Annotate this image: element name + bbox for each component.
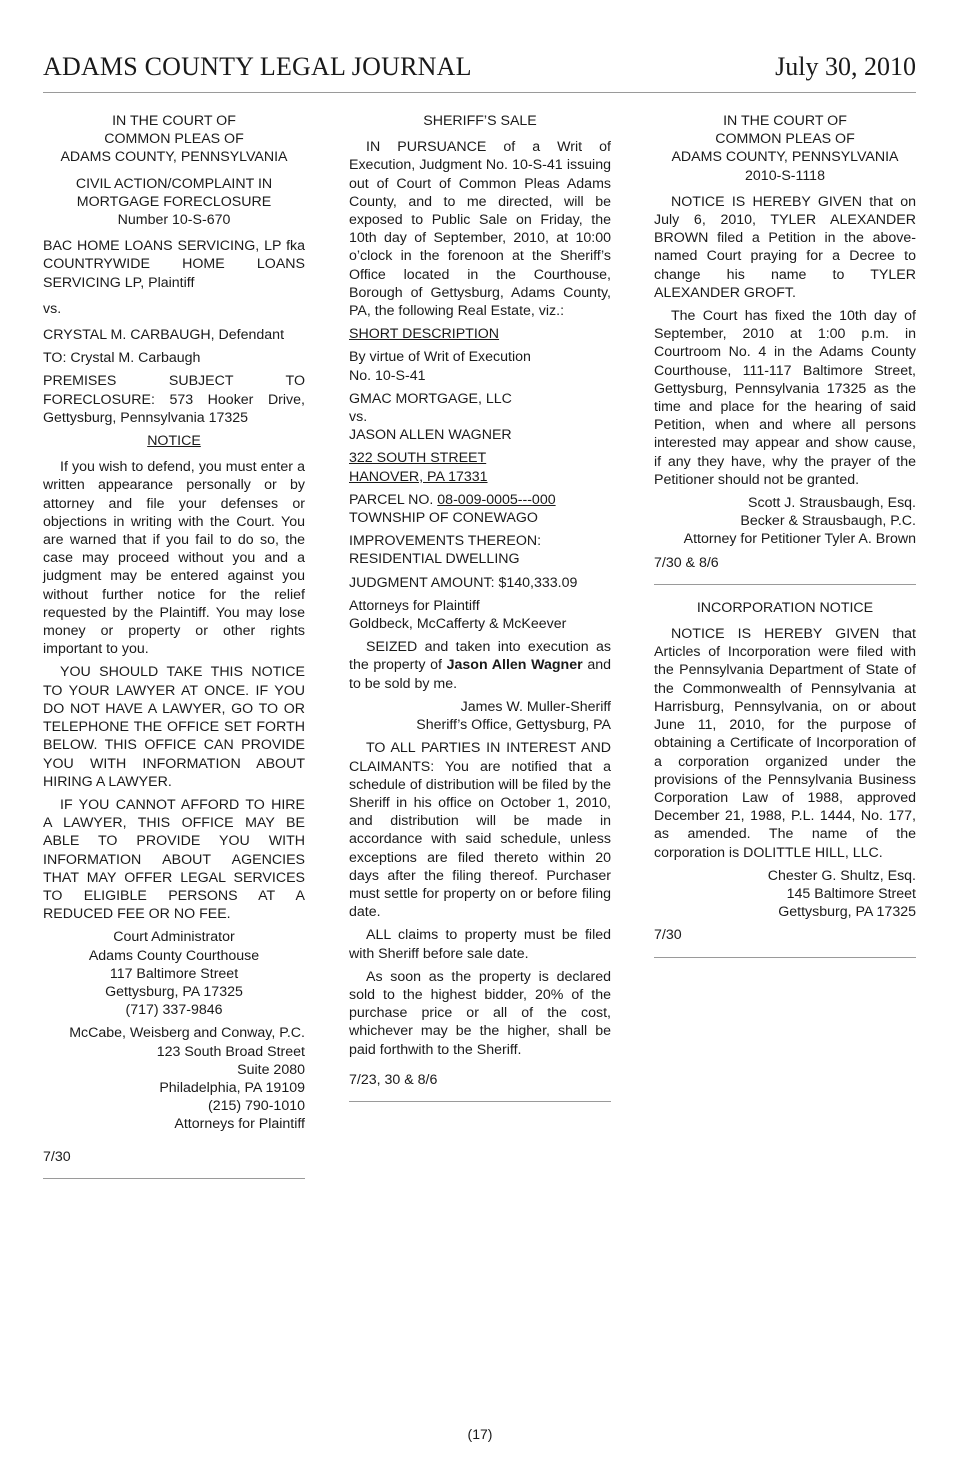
parcel-line: PARCEL NO. 08-009-0005---000 TOWNSHIP OF CONEWAGO bbox=[349, 491, 556, 527]
court-caption: IN THE COURT OF COMMON PLEAS OF ADAMS COUNTY, PENNSYLVANIA bbox=[60, 113, 288, 166]
section-divider bbox=[654, 584, 916, 585]
defendant-line: CRYSTAL M. CARBAUGH, Defendant bbox=[43, 327, 285, 344]
claims-paragraph: ALL claims to property must be filed with Sheriff before sale date. bbox=[349, 927, 611, 962]
issue-date: July 30, 2010 bbox=[775, 52, 916, 81]
court-administrator-address: Court Administrator Adams County Courthouse 117 Baltimore Street Gettysburg, PA 17325 (717) 337-9846 bbox=[88, 929, 260, 1019]
publication-dates: 7/30 bbox=[43, 1148, 71, 1165]
versus-line: vs. bbox=[43, 300, 62, 317]
notice-paragraph: If you wish to defend, you must enter a written appearance personally or by attorney and file your defenses or objections in writing with the Court. You are warned that if you fail to do so, the case may proceed without you and a judgment may be entered against you without further notice for the relief requested by the Plaintiff. You may lose money or property or other rights important to you. bbox=[43, 459, 305, 658]
claimants-paragraph: TO ALL PARTIES IN INTEREST AND CLAIMANTS: You are notified that a schedule of distribution will be filed by the Sheriff in his office on October 1, 2010, and distribution will be made in accordance with said schedule, unless exceptions are filed thereto within 20 days after the filing thereof. Purchaser must settle for property on or before filing date. bbox=[349, 740, 611, 921]
court-caption: IN THE COURT OF COMMON PLEAS OF ADAMS COUNTY, PENNSYLVANIA 2010-S-1118 bbox=[671, 113, 899, 184]
sheriff-signature: James W. Muller-Sheriff Sheriff’s Office, Gettysburg, PA bbox=[416, 698, 611, 734]
incorporation-heading: INCORPORATION NOTICE bbox=[696, 599, 874, 616]
property-address: 322 SOUTH STREET HANOVER, PA 17331 bbox=[349, 450, 488, 485]
short-description-heading: SHORT DESCRIPTION bbox=[349, 326, 500, 343]
publication-dates: 7/30 bbox=[654, 927, 682, 944]
publication-dates: 7/30 & 8/6 bbox=[654, 554, 719, 571]
improvements-line: IMPROVEMENTS THEREON: RESIDENTIAL DWELLING bbox=[349, 533, 542, 568]
hearing-paragraph: The Court has fixed the 10th day of September, 2010 at 1:00 p.m. in Courtroom No. 4 in the Adams County Courthouse, 111-117 Baltimore Street, Gettysburg, Pennsylvania 17325 as the time and place for the hearing of said Petition, when and where all persons interested may appear and show cause, if any they have, why the prayer of the Petitioner should not be granted. bbox=[654, 308, 916, 488]
sheriff-sale-heading: SHERIFF’S SALE bbox=[423, 113, 537, 129]
writ-line: By virtue of Writ of Execution No. 10-S-41 bbox=[349, 349, 531, 384]
journal-title: ADAMS COUNTY LEGAL JOURNAL bbox=[43, 52, 472, 81]
plaintiff-line: BAC HOME LOANS SERVICING, LP fka COUNTRYWIDE HOME LOANS SERVICING LP, Plaintiff bbox=[43, 238, 305, 291]
petitioner-attorney-signature: Scott J. Strausbaugh, Esq. Becker & Strausbaugh, P.C. Attorney for Petitioner Tyler A. Brown bbox=[683, 495, 916, 548]
publication-dates: 7/23, 30 & 8/6 bbox=[349, 1071, 438, 1088]
judgment-amount: JUDGMENT AMOUNT: $140,333.09 bbox=[349, 574, 578, 591]
page-number: (17) bbox=[467, 1426, 493, 1442]
sale-paragraph: IN PURSUANCE of a Writ of Execution, Judgment No. 10-S-41 issuing out of Court of Common Pleas Adams County, and to me directed, will be exposed to Public Sale on Friday, the 10th day of September, 2010, at 10:00 o’clock in the forenoon at the Sheriff’s Office located in the Courthouse, Borough of Gettysburg, Adams County, PA, the following Real Estate, viz.: bbox=[349, 139, 611, 320]
parcel-number: 08-009-0005---000 bbox=[437, 491, 556, 508]
payment-paragraph: As soon as the property is declared sold to the highest bidder, 20% of the purchase price or all of the cost, whichever may be the higher, shall be paid forthwith to the Sheriff. bbox=[349, 968, 611, 1058]
section-divider bbox=[43, 1178, 305, 1179]
section-divider bbox=[654, 957, 916, 958]
notice-heading: NOTICE bbox=[147, 433, 201, 450]
foreclosure-notice-column bbox=[43, 112, 305, 1179]
notice-paragraph: IF YOU CANNOT AFFORD TO HIRE A LAWYER, THIS OFFICE MAY BE ABLE TO PROVIDE YOU WITH INFORMATION ABOUT AGENCIES THAT MAY OFFER LEGAL SERVICES TO ELIGIBLE PERSONS AT A REDUCED FEE OR NO FEE. bbox=[43, 796, 305, 923]
incorporation-signature: Chester G. Shultz, Esq. 145 Baltimore Street Gettysburg, PA 17325 bbox=[767, 867, 916, 921]
attorney-signature: McCabe, Weisberg and Conway, P.C. 123 South Broad Street Suite 2080 Philadelphia, PA 19109 (215) 790-1010 Attorneys for Plaintiff bbox=[69, 1025, 305, 1133]
notice-paragraph: YOU SHOULD TAKE THIS NOTICE TO YOUR LAWYER AT ONCE. IF YOU DO NOT HAVE A LAWYER, GO TO OR TELEPHONE THE OFFICE SET FORTH BELOW. THIS OFFICE CAN PROVIDE YOU WITH INFORMATION ABOUT HIRING A LAWYER. bbox=[43, 664, 305, 790]
sheriff-sale-column bbox=[349, 112, 611, 1102]
premises-line: PREMISES SUBJECT TO FORECLOSURE: 573 Hooker Drive, Gettysburg, Pennsylvania 17325 bbox=[43, 373, 305, 426]
name-change-paragraph: NOTICE IS HEREBY GIVEN that on July 6, 2010, TYLER ALEXANDER BROWN filed a Petition in the above-named Court praying for a Decree to change his name to TYLER ALEXANDER GROFT. bbox=[654, 193, 916, 301]
plaintiff-attorneys: Attorneys for Plaintiff Goldbeck, McCafferty & McKeever bbox=[349, 597, 567, 633]
seizure-paragraph: SEIZED and taken into execution as the property of Jason Allen Wagner and to be sold by me. bbox=[349, 639, 611, 692]
incorporation-paragraph: NOTICE IS HEREBY GIVEN that Articles of Incorporation were filed with the Pennsylvania Department of State of the Commonwealth of Pennsylvania at Harrisburg, Pennsylvania, on or about June 11, 2010, for the purpose of obtaining a Certificate of Incorporation of a corporation organized under the provisions of the Pennsylvania Business Corporation Law of 1988, approved December 21, 1988, P.L. 1444, No. 177, as amended. The name of the corporation is DOLITTLE HILL, LLC. bbox=[654, 626, 916, 861]
addressee-line: TO: Crystal M. Carbaugh bbox=[43, 350, 201, 367]
journal-masthead bbox=[43, 50, 916, 93]
name-change-column bbox=[654, 112, 916, 958]
parties-line: GMAC MORTGAGE, LLC vs. JASON ALLEN WAGNER bbox=[349, 390, 512, 444]
action-caption: CIVIL ACTION/COMPLAINT IN MORTGAGE FORECLOSURE Number 10-S-670 bbox=[75, 175, 273, 229]
section-divider bbox=[349, 1101, 611, 1102]
